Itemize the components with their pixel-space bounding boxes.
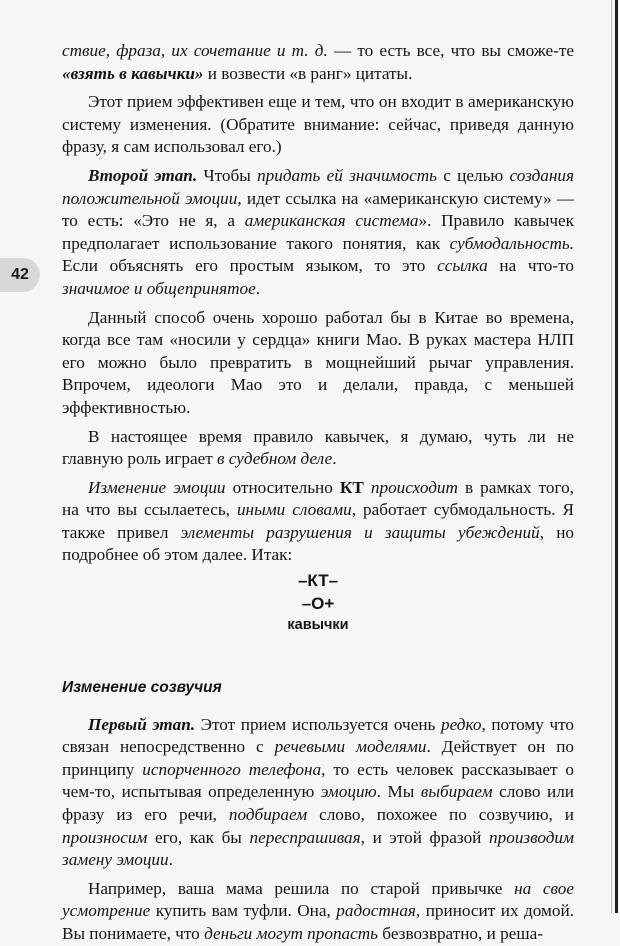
text-fragment: выбираем [420,782,493,802]
text-fragment: Чтобы [197,165,258,185]
text-fragment: ». Правило кавычек предполагает использование такого понятия, как [62,211,575,253]
text-fragment: Если объяснять его простым языком, то это [62,256,438,276]
text-fragment: произносим [62,827,148,847]
text-fragment: эмоцию [320,782,377,802]
text-fragment: слово, похожее по созвучию, и [307,805,574,825]
text-fragment: на что-то [487,256,575,276]
page-number-tab [0,258,40,292]
text-fragment: Второй этап. [88,165,198,185]
text-fragment: «взять в кавычки» [62,63,204,83]
paragraph-3 [62,165,574,301]
text-fragment: происходит [370,477,458,497]
formula-line-3: кавычки [287,617,349,634]
text-fragment: значимое и общепринятое [62,278,256,298]
text-fragment: испорченного телефона [142,759,322,779]
text-fragment: редко [440,714,482,734]
text-fragment [364,478,371,497]
text-fragment: В настоящее время правило кавычек, я думаю, чуть ли не главную роль играет [62,426,574,469]
text-fragment: речевыми моделями [274,737,427,757]
text-fragment: создания положительной эмоции [62,165,574,208]
text-fragment: Изменение эмоции [88,477,226,497]
text-fragment: на свое усмотрение [62,878,574,921]
formula-block [62,569,574,635]
text-fragment: Первый этап. [88,714,196,734]
text-fragment: американская система [244,211,419,231]
text-fragment: ссылка [437,256,488,276]
text-fragment: Этот прием используется очень [195,714,441,734]
text-fragment: , потому что связан непосредственно с [62,714,575,757]
text-fragment: в рамках того, на что вы ссылаетесь, [62,477,575,520]
paragraph-1 [62,40,574,85]
text-fragment: — то есть все, что вы сможе-те [327,41,574,60]
text-fragment: и возвести «в ранг» цитаты. [203,63,413,83]
paragraph-6 [62,477,574,567]
text-fragment: , но подробнее об этом далее. Итак: [62,522,574,565]
text-fragment: безвозвратно, и реша- [378,924,543,943]
text-fragment: . Действует он по принципу [62,737,574,779]
text-fragment: относительно [225,477,340,497]
text-fragment: . [332,449,337,469]
page-edge [615,0,618,913]
text-fragment: его, как бы [147,827,250,847]
text-fragment: субмодальность. [449,233,574,253]
section-heading: Изменение созвучия [62,679,222,697]
paragraph-7 [62,714,574,872]
text-fragment: . Мы [376,782,421,802]
text-fragment: в судебном деле [217,449,333,469]
text-fragment: , работает субмодальность. Я также привел [62,500,575,542]
text-fragment: , приносит их домой. Вы понимаете, что [62,901,574,943]
paragraph-4: Данный способ очень хорошо работал бы в Китае во времена, когда все там «носили у сердца» книги Мао. В руках мастера НЛП его можно было превратить в мощнейший рычаг управления. Впрочем, идеологи Мао это и делали, правда, с меньшей эффективностью. [62,307,574,417]
text-fragment: ствие, фраза, их сочетание и т. д. [62,41,328,60]
text-fragment: с целью [436,165,510,185]
formula-line-2: –О+ [301,594,335,614]
paragraph-2: Этот прием эффективен еще и тем, что он входит в американскую систему изменения. (Обратите внимание: сейчас, приведя данную фразу, я сам использовал его.) [62,92,574,157]
page-edge-shadow [611,0,612,913]
text-fragment: , идет ссылка на «американскую систему» — то есть: «Это не я, а [62,188,575,231]
paragraph-5 [62,426,574,471]
paragraph-8 [62,878,574,946]
text-fragment: Например, ваша мама решила по старой привычке [88,878,515,898]
text-fragment: переспрашивая [249,827,361,847]
text-fragment: , то есть человек рассказывает о чем-то, испытывая определенную [62,759,574,802]
text-fragment: подбираем [228,805,308,825]
page-body [62,40,574,946]
text-fragment: купить вам туфли. Она, [150,901,337,921]
text-fragment: иными словами [236,500,352,520]
text-fragment: . [168,850,173,870]
text-fragment: деньги могут пропасть [204,924,378,943]
text-fragment: придать ей значимость [257,165,437,185]
text-fragment: . [255,278,261,298]
page-number: 42 [11,266,29,283]
text-fragment: элементы разрушения и защиты убеждений [180,522,540,542]
text-fragment: радостная [336,901,416,921]
formula-line-1: –КТ– [297,571,339,591]
text-fragment: , и этой фразой [360,827,490,847]
text-fragment: слово или фразу из его речи, [62,782,574,825]
text-fragment: КТ [339,477,364,497]
text-fragment: производим замену эмоции [62,827,574,870]
